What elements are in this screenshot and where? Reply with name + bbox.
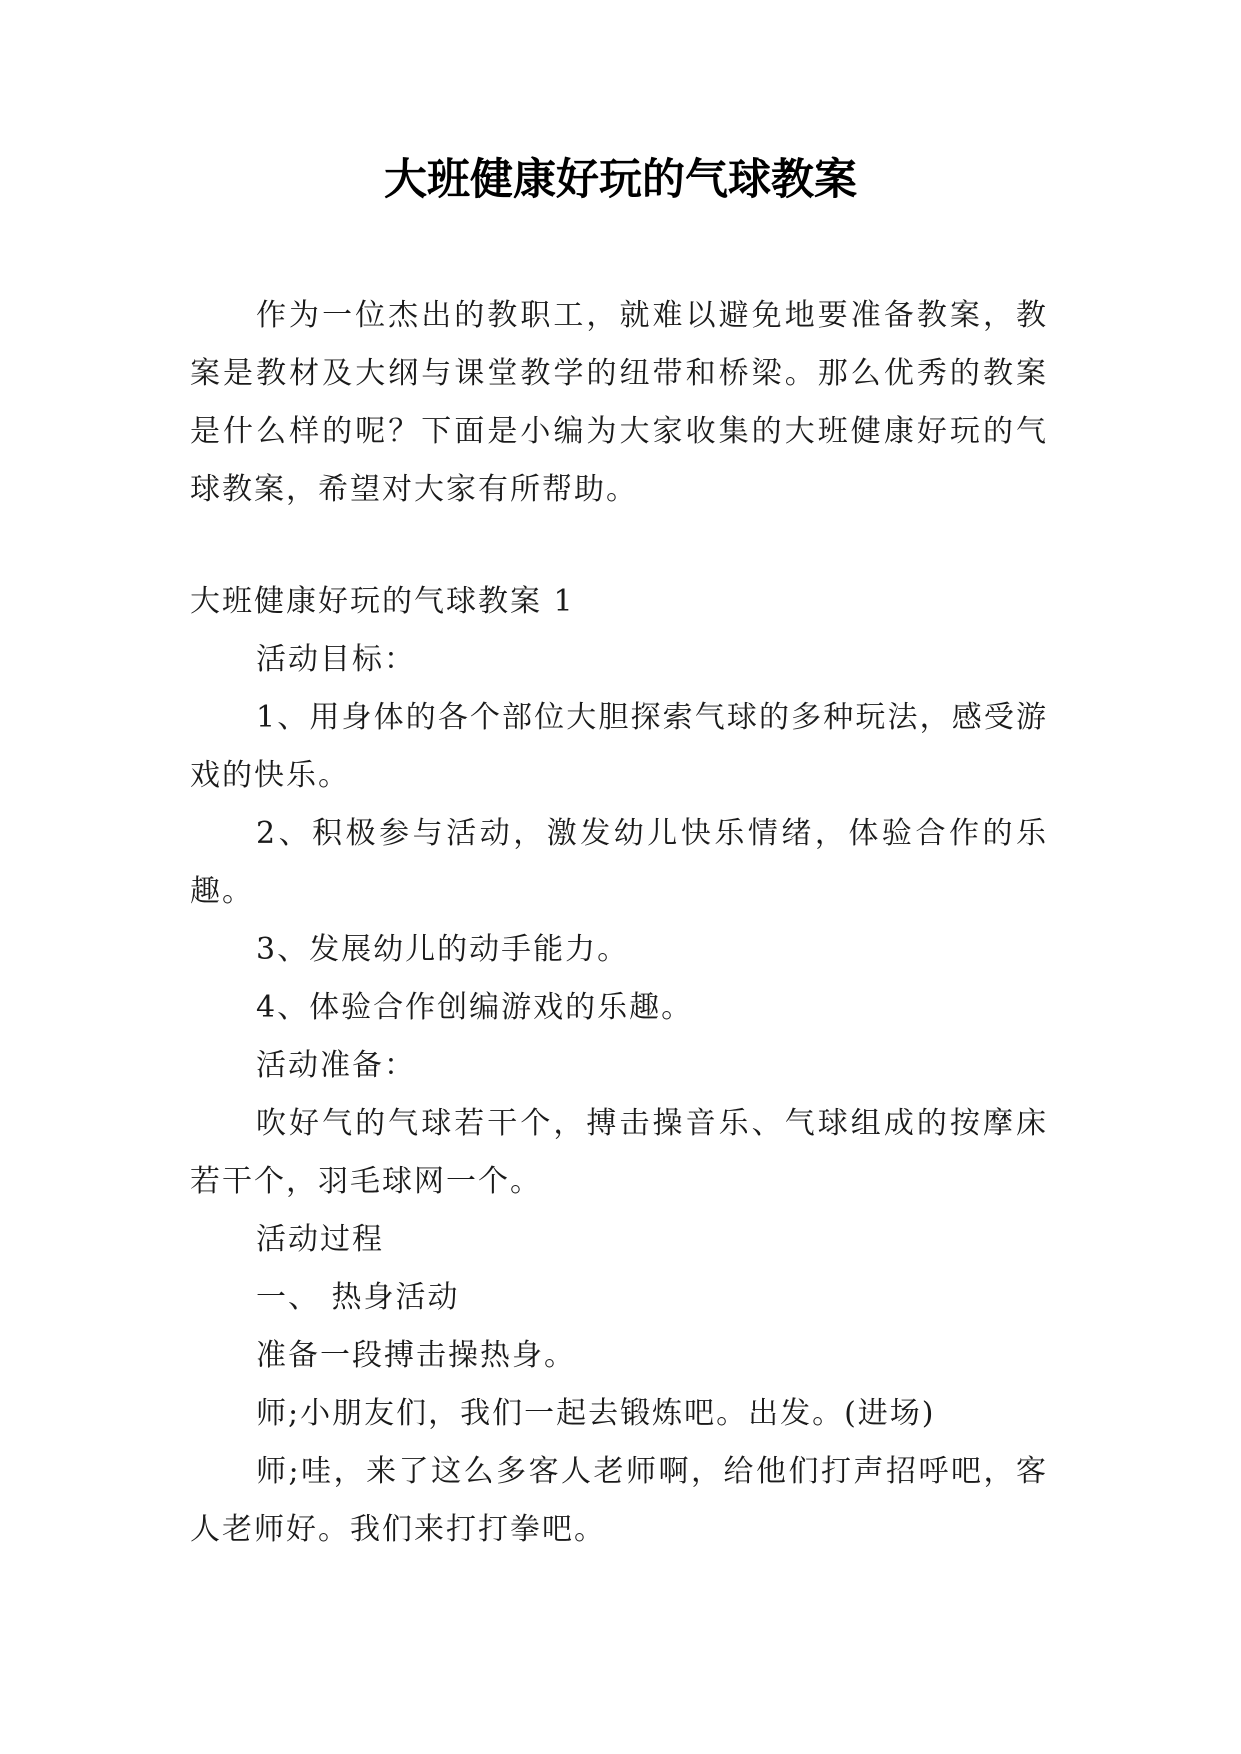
section-heading: 大班健康好玩的气球教案 1 (190, 584, 575, 619)
step-heading: 一、 热身活动 (256, 1280, 460, 1315)
goal-item: 3、发展幼儿的动手能力。 (256, 932, 630, 967)
document-title: 大班健康好玩的气球教案 (384, 155, 857, 205)
goal-item: 2、积极参与活动，激发幼儿快乐情绪，体验合作的乐趣。 (190, 816, 1048, 909)
goal-item: 4、体验合作创编游戏的乐趣。 (256, 990, 694, 1025)
document-body (190, 287, 1048, 1559)
prep-heading: 活动准备： (256, 1048, 416, 1083)
step-paragraph: 准备一段搏击操热身。 (256, 1338, 576, 1373)
dialog-paragraph: 师;小朋友们，我们一起去锻炼吧。出发。(进场) (256, 1396, 936, 1431)
process-heading: 活动过程 (256, 1222, 384, 1257)
goal-item: 1、用身体的各个部位大胆探索气球的多种玩法，感受游戏的快乐。 (190, 700, 1048, 793)
goals-heading: 活动目标： (256, 642, 416, 677)
prep-paragraph: 吹好气的气球若干个，搏击操音乐、气球组成的按摩床若干个，羽毛球网一个。 (190, 1106, 1048, 1199)
intro-paragraph: 作为一位杰出的教职工，就难以避免地要准备教案，教案是教材及大纲与课堂教学的纽带和桥梁。那么优秀的教案是什么样的呢？下面是小编为大家收集的大班健康好玩的气球教案，希望对大家有所帮助。 (190, 298, 1048, 507)
dialog-paragraph: 师;哇，来了这么多客人老师啊，给他们打声招呼吧，客人老师好。我们来打打拳吧。 (190, 1454, 1048, 1547)
